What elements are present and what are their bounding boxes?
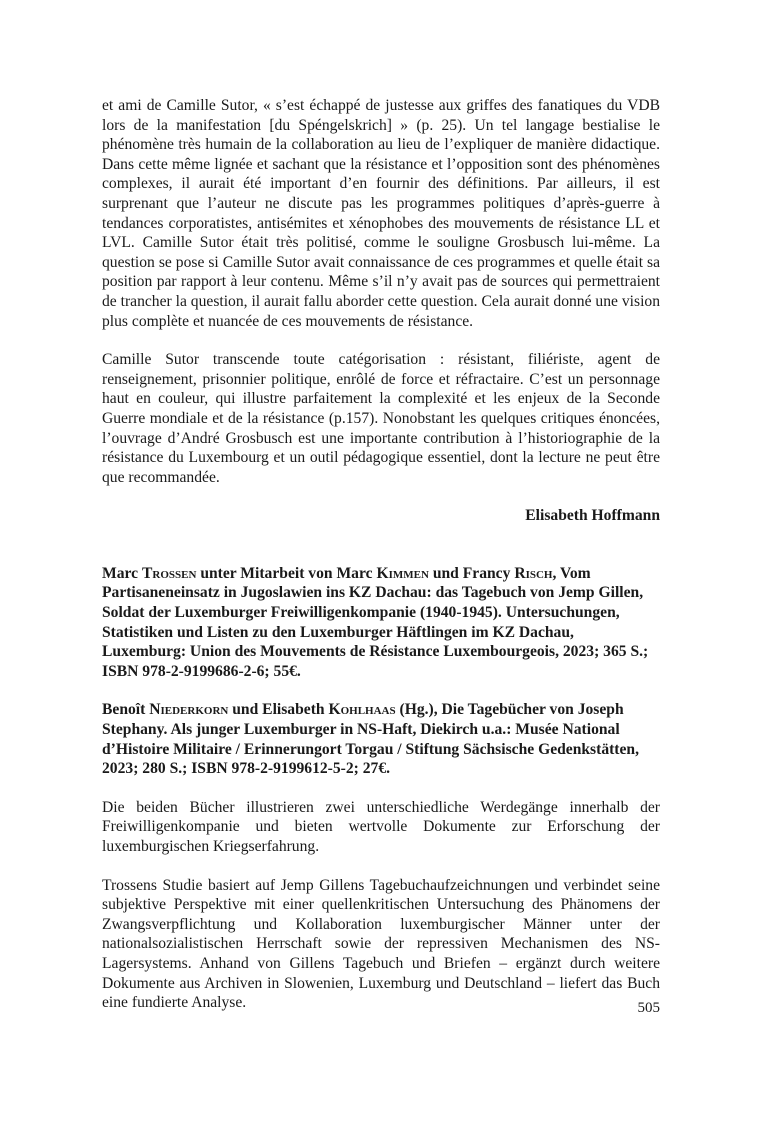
review-paragraph-2: Camille Sutor transcende toute catégorisation : résistant, filiériste, agent de renseignement, prisonnier politique, enrôlé de force et réfractaire. C’est un personnage haut en couleur, qui illustre parfaitement la complexité et les enjeux de la Seconde Guerre mondiale et de la résistance (p.157). Nonobstant les quelques critiques énoncées, l’ouvrage d’André Grosbusch est une importante contribution à l’historiographie de la résistance du Luxembourg et un outil pédagogique essentiel, dont la lecture ne peut être que recommandée. [102, 351, 660, 486]
author-last-name: Trossen [141, 564, 197, 582]
reference-details: (Hg.), Die Tagebücher von Joseph Stephany. Als junger Luxemburger in NS-Haft, Diekirch u.a.: Musée National d’Histoire Militaire / Erinnerungort Torgau / Stiftung Sächsische Gedenkstätten, 2023; 280 S.; ISBN 978-2-9199612-5-2; 27€. [102, 701, 639, 778]
book-reference-1 [102, 564, 660, 682]
reference-details: , Vom Partisaneneinsatz in Jugoslawien ins KZ Dachau: das Tagebuch von Jemp Gillen, Soldat der Luxemburger Freiwilligenkompanie (1940-1945). Untersuchungen, Statistiken und Listen zu den Luxemburger Häftlingen im KZ Dachau, Luxemburg: Union des Mouvements de Résistance Luxembourgeois, 2023; 365 S.; ISBN 978-2-9199686-2-6; 55€. [102, 564, 649, 680]
review-paragraph-3: Die beiden Bücher illustrieren zwei unterschiedliche Werdegänge innerhalb der Freiwilligenkompanie und bieten wertvolle Dokumente zur Erforschung der luxemburgischen Kriegserfahrung. [102, 798, 660, 855]
review-author-signature: Elisabeth Hoffmann [525, 507, 660, 525]
author-last-name: Risch [514, 564, 553, 582]
author-first-name: Marc [336, 564, 373, 582]
review-paragraph-4: Trossens Studie basiert auf Jemp Gillens Tagebuchaufzeichnungen und verbindet seine subjektive Perspektive mit einer quellenkritischen Untersuchung des Phänomens der Zwangsverpflichtung und Kollaboration luxemburgischer Männer unter der nationalsozialistischen Herrschaft sowie der repressiven Mechanismen des NS-Lagersystems. Anhand von Gillens Tagebuch und Briefen – ergänzt durch weitere Dokumente aus Archiven in Slowenien, Luxemburg und Deutschland – liefert das Buch eine fundierte Analyse. [102, 876, 660, 1012]
author-first-name: Benoît [102, 701, 146, 719]
author-first-name: Marc [102, 564, 139, 582]
review-paragraph-1: et ami de Camille Sutor, « s’est échappé de justesse aux griffes des fanatiques du VDB lors de la manifestation [du Spéngelskrich] » (p. 25). Un tel langage bestialise le phénomène très humain de la collaboration au lieu de l’expliquer de manière didactique. Dans cette même lignée et sachant que la résistance et l’opposition sont des phénomènes complexes, il aurait été important d’en fournir des définitions. Par ailleurs, il est surprenant que l’auteur ne discute pas les programmes politiques d’après-guerre à tendances corporatistes, antisémites et xénophobes des mouvements de résistance LL et LVL. Camille Sutor était très politisé, comme le souligne Grosbusch lui-même. La question se pose si Camille Sutor avait connaissance de ces programmes et quelle était sa position par rapport à leur contenu. Même s’il n’y avait pas de sources qui permettraient de trancher la question, il aurait fallu aborder cette question. Cela aurait donné une vision plus complète et nuancée de ces mouvements de résistance. [102, 97, 660, 330]
page-number: 505 [637, 1000, 660, 1016]
author-last-name: Kimmen [376, 564, 429, 582]
author-last-name: Niederkorn [149, 701, 229, 719]
book-reference-2 [102, 700, 660, 778]
reference-joiner: und [432, 564, 459, 582]
author-last-name: Kohlhaas [328, 701, 396, 719]
reference-joiner: und Elisabeth [232, 701, 325, 719]
reference-joiner: unter Mitarbeit von [200, 564, 333, 582]
author-first-name: Francy [462, 564, 511, 582]
page-body [102, 96, 660, 1013]
